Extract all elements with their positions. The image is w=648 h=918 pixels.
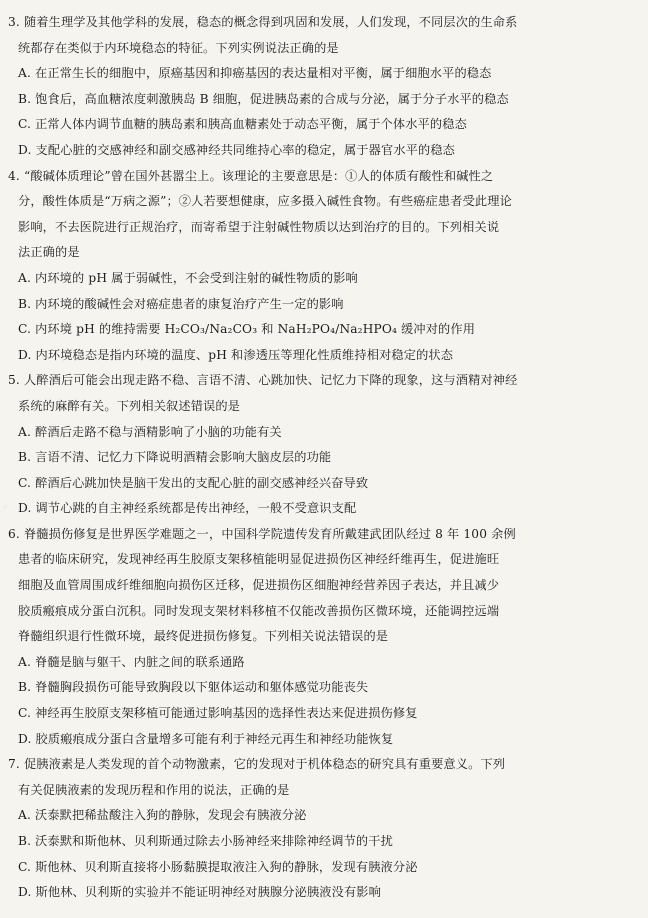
option-d: D. 斯他林、贝利斯的实验并不能证明神经对胰腺分泌胰液没有影响 bbox=[18, 885, 381, 900]
question-stem-line: 7. 促胰液素是人类发现的首个动物激素，它的发现对于机体稳态的研究具有重要意义。下列 bbox=[8, 757, 506, 772]
option-c: C. 神经再生胶原支架移植可能通过影响基因的选择性表达来促进损伤修复 bbox=[18, 706, 418, 721]
question-stem-line: 影响，不去医院进行正规治疗，而寄希望于注射碱性物质以达到治疗的目的。下列相关说 bbox=[18, 219, 500, 234]
faint-stamp-mark: ◦ bbox=[2, 501, 9, 514]
question-stem-line: 细胞及血管周围成纤维细胞向损伤区迁移，促进损伤区细胞神经营养因子表达，并且减少 bbox=[18, 578, 500, 593]
option-c: C. 正常人体内调节血糖的胰岛素和胰高血糖素处于动态平衡，属于个体水平的稳态 bbox=[18, 117, 467, 132]
question-stem-line: 3. 随着生理学及其他学科的发展，稳态的概念得到巩固和发展，人们发现，不同层次的生命系 bbox=[8, 15, 518, 29]
option-a: A. 沃泰默把稀盐酸注入狗的静脉，发现会有胰液分泌 bbox=[18, 808, 307, 823]
option-d: D. 调节心跳的自主神经系统都是传出神经，一般不受意识支配 bbox=[18, 501, 357, 516]
question-stem-line: 统都存在类似于内环境稳态的特征。下列实例说法正确的是 bbox=[18, 40, 339, 55]
question-stem-line: 4. “酸碱体质理论”曾在国外甚嚣尘上。该理论的主要意思是：①人的体质有酸性和碱性之 bbox=[8, 168, 494, 183]
question-stem-line: 胶质瘢痕成分蛋白沉积。同时发现支架材料移植不仅能改善损伤区微环境，还能调控远端 bbox=[18, 603, 500, 618]
question-4 bbox=[8, 164, 634, 369]
option-a: A. 内环境的 pH 属于弱碱性，不会受到注射的碱性物质的影响 bbox=[18, 270, 358, 285]
option-a: A. 醉酒后走路不稳与酒精影响了小脑的功能有关 bbox=[18, 424, 282, 439]
option-c: C. 内环境 pH 的维持需要 H₂CO₃/Na₂CO₃ 和 NaH₂PO₄/Na₂HPO₄ 缓冲对的作用 bbox=[18, 322, 476, 337]
question-stem-line: 患者的临床研究，发现神经再生胶原支架移植能明显促进损伤区神经纤维再生，促进施旺 bbox=[18, 552, 500, 567]
option-c: C. 斯他林、贝利斯直接将小肠黏膜提取液注入狗的静脉，发现有胰液分泌 bbox=[18, 859, 418, 874]
option-b: B. 言语不清、记忆力下降说明酒精会影响大脑皮层的功能 bbox=[18, 450, 332, 465]
option-b: B. 脊髓胸段损伤可能导致胸段以下躯体运动和躯体感觉功能丧失 bbox=[18, 680, 369, 695]
option-a: A. 脊髓是脑与躯干、内脏之间的联系通路 bbox=[18, 654, 245, 669]
question-stem-line: 5. 人醉酒后可能会出现走路不稳、言语不清、心跳加快、记忆力下降的现象，这与酒精对神经 bbox=[8, 373, 518, 388]
option-d: D. 支配心脏的交感神经和副交感神经共同维持心率的稳定，属于器官水平的稳态 bbox=[18, 142, 456, 157]
question-stem-line: 脊髓组织退行性微环境，最终促进损伤修复。下列相关说法错误的是 bbox=[18, 629, 389, 644]
question-stem-line: 有关促胰液素的发现历程和作用的说法，正确的是 bbox=[18, 782, 290, 797]
question-stem-line: 法正确的是 bbox=[18, 245, 80, 260]
question-stem-line: 6. 脊髓损伤修复是世界医学难题之一，中国科学院遗传发育所戴建武团队经过 8 年 100 余例 bbox=[8, 526, 516, 541]
question-stem-line: 分，酸性体质是“万病之源”；②人若要想健康，应多摄入碱性食物。有些癌症患者受此理论 bbox=[18, 194, 512, 209]
question-7 bbox=[8, 752, 634, 906]
option-b: B. 内环境的酸碱性会对癌症患者的康复治疗产生一定的影响 bbox=[18, 296, 344, 311]
question-6 bbox=[8, 522, 634, 752]
question-5 bbox=[8, 368, 634, 522]
option-d: D. 内环境稳态是指内环境的温度、pH 和渗透压等理化性质维持相对稳定的状态 bbox=[18, 347, 454, 362]
option-a: A. 在正常生长的细胞中，原癌基因和抑癌基因的表达量相对平衡，属于细胞水平的稳态 bbox=[18, 66, 492, 81]
option-b: B. 饱食后，高血糖浓度刺激胰岛 B 细胞，促进胰岛素的合成与分泌，属于分子水平的稳态 bbox=[18, 91, 509, 106]
option-d: D. 胶质瘢痕成分蛋白含量增多可能有利于神经元再生和神经功能恢复 bbox=[18, 731, 394, 746]
option-c: C. 醉酒后心跳加快是脑干发出的支配心脏的副交感神经兴奋导致 bbox=[18, 475, 369, 490]
question-stem-line: 系统的麻醉有关。下列相关叙述错误的是 bbox=[18, 398, 241, 413]
option-b: B. 沃泰默和斯他林、贝利斯通过除去小肠神经来排除神经调节的干扰 bbox=[18, 834, 393, 848]
question-3 bbox=[8, 10, 634, 164]
